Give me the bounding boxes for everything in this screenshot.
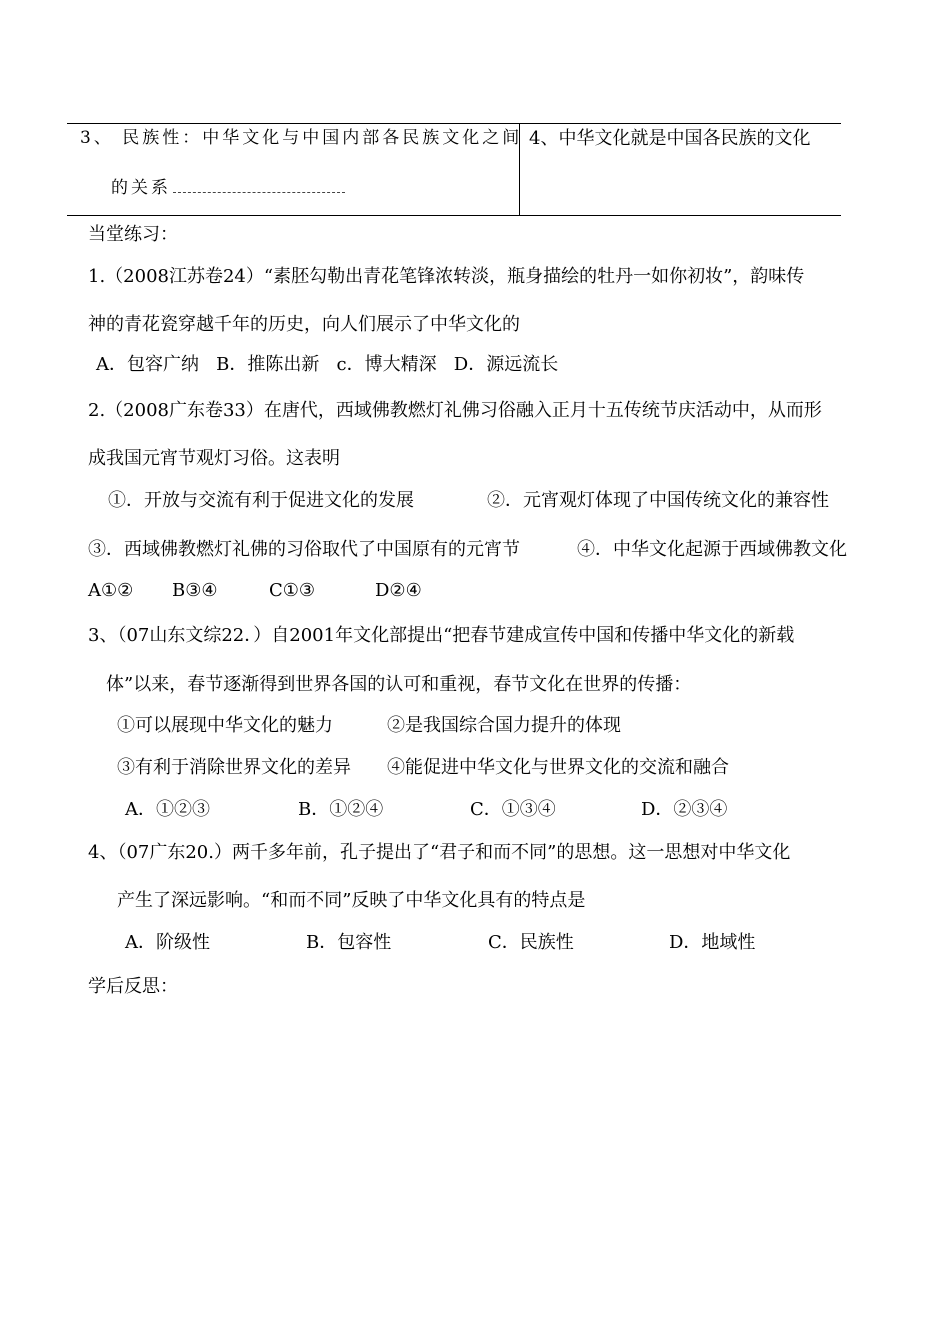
q3-option-b: B．①②④ [298,799,384,820]
q3-line2: 体”以来，春节逐渐得到世界各国的认可和重视，春节文化在世界的传播： [106,674,692,695]
q3-option-d: D．②③④ [641,799,728,820]
q3-item1: ①可以展现中华文化的魅力 [117,715,333,736]
q4-option-b: B．包容性 [306,932,392,953]
q4-option-c: C．民族性 [488,932,574,953]
q4-line2: 产生了深远影响。“和而不同”反映了中华文化具有的特点是 [117,890,586,911]
q2-option-b: B③④ [172,580,218,601]
q3-item4: ④能促进中华文化与世界文化的交流和融合 [387,757,729,778]
table-right-text: 4、中华文化就是中国各民族的文化 [529,128,811,149]
q2-item1: ①．开放与交流有利于促进文化的发展 [108,490,414,511]
q4-line1: 4、（07广东20.）两千多年前，孔子提出了“君子和而不同”的思想。这一思想对中华文化 [88,842,791,863]
q3-item3: ③有利于消除世界文化的差异 [117,757,351,778]
table-left-line1: 3、 民族性：中华文化与中国内部各民族文化之间 [80,128,523,148]
practice-heading: 当堂练习： [88,224,178,245]
q3-item2: ②是我国综合国力提升的体现 [387,715,621,736]
q1-options: A．包容广纳 B．推陈出新 c．博大精深 D．源远流长 [96,354,559,375]
q2-option-d: D②④ [375,580,422,601]
q3-line1: 3、（07山东文综22．）自2001年文化部提出“把春节建成宣传中国和传播中华文化的新载 [88,625,795,646]
reflection-heading: 学后反思： [88,976,178,997]
table-left-line2 [111,180,345,197]
q2-option-c: C①③ [269,580,316,601]
q2-item4: ④．中华文化起源于西域佛教文化 [577,539,847,560]
q2-option-a: A①② [88,580,134,601]
fill-blank [173,192,345,193]
q4-option-d: D．地域性 [669,932,756,953]
q2-line2: 成我国元宵节观灯习俗。这表明 [88,448,340,469]
table-top-border [67,123,841,124]
table-bottom-border [67,215,841,216]
q2-line1: 2.（2008广东卷33）在唐代，西域佛教燃灯礼佛习俗融入正月十五传统节庆活动中，从而形 [88,400,822,421]
q3-option-a: A．①②③ [125,799,210,820]
q2-item2: ②．元宵观灯体现了中国传统文化的兼容性 [487,490,829,511]
table-left-line2-text: 的关系 [111,178,171,198]
q2-item3: ③．西域佛教燃灯礼佛的习俗取代了中国原有的元宵节 [88,539,520,560]
q4-option-a: A．阶级性 [125,932,210,953]
q1-line1: 1.（2008江苏卷24）“素胚勾勒出青花笔锋浓转淡，瓶身描绘的牡丹一如你初妆”，韵味传 [88,266,805,287]
q1-line2: 神的青花瓷穿越千年的历史，向人们展示了中华文化的 [88,314,520,335]
q3-option-c: C．①③④ [470,799,556,820]
